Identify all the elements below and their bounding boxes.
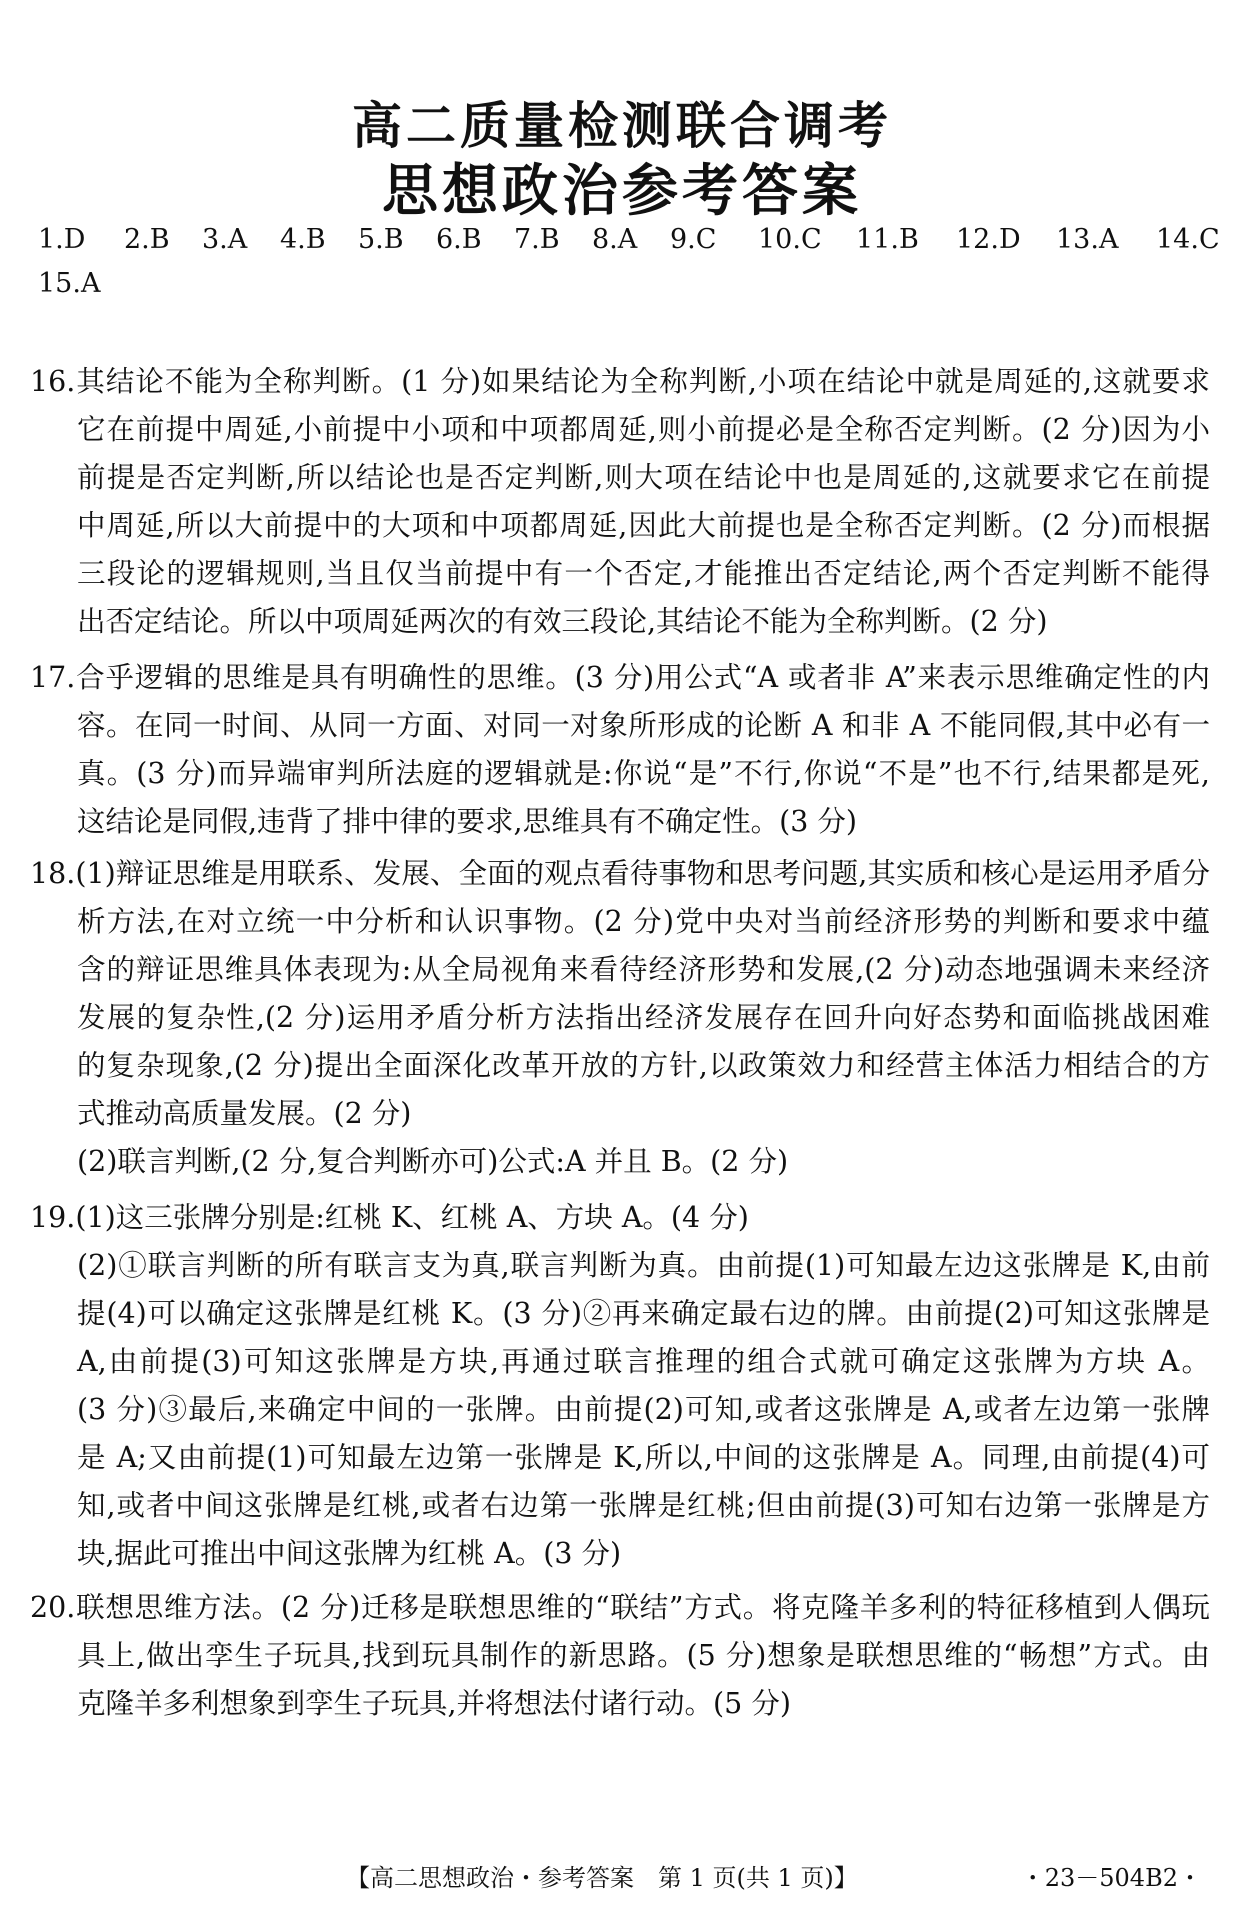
choice-answer: 5.B [358, 224, 404, 255]
question-16-answer [30, 358, 1210, 646]
question-19-answer [30, 1194, 1210, 1578]
answer-line: 容。在同一时间、从同一方面、对同一对象所形成的论断 A 和非 A 不能同假,其中必有一 [77, 709, 1210, 742]
choice-answer: 12.D [956, 224, 1021, 255]
answer-line: 它在前提中周延,小前提中小项和中项都周延,则小前提必是全称否定判断。(2 分)因为小 [77, 413, 1210, 446]
answer-line: 块,据此可推出中间这张牌为红桃 A。(3 分) [77, 1537, 622, 1570]
answer-line: 17.合乎逻辑的思维是具有明确性的思维。(3 分)用公式“A 或者非 A”来表示思维确定性的内 [30, 661, 1210, 694]
answer-line: 是 A;又由前提(1)可知最左边第一张牌是 K,所以,中间的这张牌是 A。同理,由前提(4)可 [77, 1441, 1210, 1474]
answer-line: 16.其结论不能为全称判断。(1 分)如果结论为全称判断,小项在结论中就是周延的,这就要求 [30, 365, 1210, 398]
answer-line: 提(4)可以确定这张牌是红桃 K。(3 分)②再来确定最右边的牌。由前提(2)可知这张牌是 [77, 1297, 1210, 1330]
choice-answers-row-2 [38, 262, 100, 306]
footer-code: ・23－504B2・ [1020, 1864, 1202, 1892]
question-20-answer [30, 1584, 1210, 1728]
page-subtitle: 思想政治参考答案 [382, 159, 862, 224]
choice-answer: 3.A [202, 224, 248, 255]
answer-line: 出否定结论。所以中项周延两次的有效三段论,其结论不能为全称判断。(2 分) [77, 605, 1048, 638]
choice-answer: 15.A [38, 268, 101, 299]
answer-line: 前提是否定判断,所以结论也是否定判断,则大项在结论中也是周延的,这就要求它在前提 [77, 461, 1210, 494]
page-title: 高二质量检测联合调考 [352, 97, 892, 155]
answer-line: (2)①联言判断的所有联言支为真,联言判断为真。由前提(1)可知最左边这张牌是 K,由前 [77, 1249, 1210, 1282]
answer-line: 这结论是同假,违背了排中律的要求,思维具有不确定性。(3 分) [77, 805, 858, 838]
answer-line: 的复杂现象,(2 分)提出全面深化改革开放的方针,以政策效力和经营主体活力相结合的方 [77, 1049, 1210, 1082]
choice-answer: 10.C [758, 224, 822, 255]
choice-answer: 11.B [856, 224, 919, 255]
choice-answer: 9.C [670, 224, 717, 255]
answer-line: 发展的复杂性,(2 分)运用矛盾分析方法指出经济发展存在回升向好态势和面临挑战困难 [77, 1001, 1210, 1034]
choice-answer: 2.B [124, 224, 170, 255]
choice-answer: 8.A [592, 224, 638, 255]
answer-line: 中周延,所以大前提中的大项和中项都周延,因此大前提也是全称否定判断。(2 分)而根据 [77, 509, 1210, 542]
answer-line: 含的辩证思维具体表现为:从全局视角来看待经济形势和发展,(2 分)动态地强调未来经济 [77, 953, 1210, 986]
answer-line: 真。(3 分)而异端审判所法庭的逻辑就是:你说“是”不行,你说“不是”也不行,结果都是死, [77, 757, 1210, 790]
answer-line: 18.(1)辩证思维是用联系、发展、全面的观点看待事物和思考问题,其实质和核心是运用矛盾分 [30, 857, 1210, 890]
choice-answer: 6.B [436, 224, 482, 255]
choice-answer: 4.B [280, 224, 326, 255]
answer-line: 20.联想思维方法。(2 分)迁移是联想思维的“联结”方式。将克隆羊多利的特征移植到人偶玩 [30, 1591, 1210, 1624]
footer-label: 【高二思想政治・参考答案 第 1 页(共 1 页)】 [346, 1864, 858, 1892]
answer-line: 析方法,在对立统一中分析和认识事物。(2 分)党中央对当前经济形势的判断和要求中蕴 [77, 905, 1210, 938]
question-17-answer [30, 654, 1210, 846]
question-18-answer [30, 850, 1210, 1186]
choice-answer: 7.B [514, 224, 560, 255]
choice-answer: 1.D [38, 224, 86, 255]
answer-line: A,由前提(3)可知这张牌是方块,再通过联言推理的组合式就可确定这张牌为方块 A。 [77, 1345, 1210, 1378]
answer-line: (3 分)③最后,来确定中间的一张牌。由前提(2)可知,或者这张牌是 A,或者左边第一张牌 [77, 1393, 1210, 1426]
choice-answer: 13.A [1056, 224, 1119, 255]
answer-line: 三段论的逻辑规则,当且仅当前提中有一个否定,才能推出否定结论,两个否定判断不能得 [77, 557, 1210, 590]
answer-line: 19.(1)这三张牌分别是:红桃 K、红桃 A、方块 A。(4 分) [30, 1201, 749, 1234]
answer-line: (2)联言判断,(2 分,复合判断亦可)公式:A 并且 B。(2 分) [77, 1145, 789, 1178]
choice-answer: 14.C [1156, 224, 1220, 255]
answer-line: 克隆羊多利想象到孪生子玩具,并将想法付诸行动。(5 分) [77, 1687, 791, 1720]
answer-line: 具上,做出孪生子玩具,找到玩具制作的新思路。(5 分)想象是联想思维的“畅想”方式。由 [77, 1639, 1210, 1672]
answer-line: 知,或者中间这张牌是红桃,或者右边第一张牌是红桃;但由前提(3)可知右边第一张牌是方 [77, 1489, 1210, 1522]
answer-line: 式推动高质量发展。(2 分) [77, 1097, 412, 1130]
